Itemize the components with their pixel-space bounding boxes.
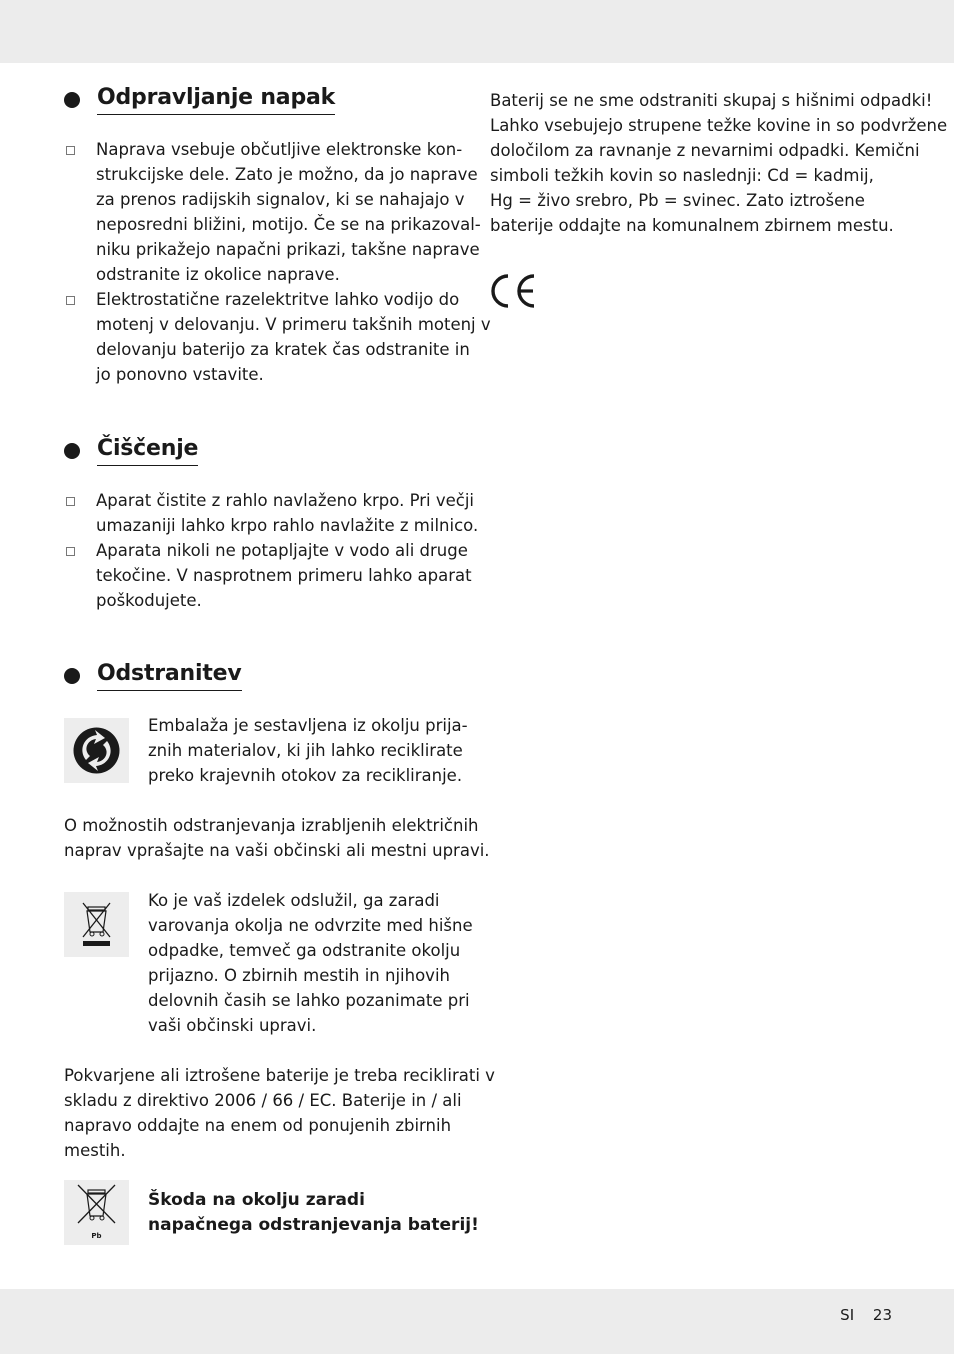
- text-line: odpadke, temveč ga odstranite okolju: [148, 941, 461, 960]
- bullet-dot-icon: [64, 443, 80, 459]
- list-item: [64, 538, 472, 613]
- heavy-metals-text: [490, 88, 948, 238]
- text-line: mestih.: [64, 1141, 126, 1160]
- text-line: Škoda na okolju zaradi: [148, 1190, 365, 1210]
- text-line: naprav vprašajte na vaši občinski ali mestni upravi.: [64, 841, 490, 860]
- text-line: skladu z direktivo 2006 / 66 / EC. Baterije in / ali: [64, 1091, 462, 1110]
- bullet-dot-icon: [64, 92, 80, 108]
- text-line: za prenos radijskih signalov, ki se nahajajo v: [96, 190, 465, 209]
- text-line: jo ponovno vstavite.: [96, 365, 264, 384]
- text-line: delovanju baterijo za kratek čas odstranite in: [96, 340, 470, 359]
- text-line: napravo oddajte na enem od ponujenih zbirnih: [64, 1116, 452, 1135]
- text-line: baterije oddajte na komunalnem zbirnem mestu.: [490, 216, 894, 235]
- text-line: odstranite iz okolice naprave.: [96, 265, 340, 284]
- checkbox-square-icon: [66, 296, 75, 305]
- heading-troubleshooting: [64, 84, 335, 115]
- text-line: vaši občinski upravi.: [148, 1016, 317, 1035]
- text-line: poškodujete.: [96, 591, 202, 610]
- ask-authority-text: [64, 813, 490, 863]
- text-line: varovanja okolja ne odvrzite med hišne: [148, 916, 473, 935]
- page-footer: [840, 1306, 892, 1324]
- text-line: O možnostih odstranjevanja izrabljenih električnih: [64, 816, 479, 835]
- text-line: Embalaža je sestavljena iz okolju prija-: [148, 716, 468, 735]
- header-band: [0, 0, 954, 63]
- text-line: napačnega odstranjevanja baterij!: [148, 1215, 479, 1235]
- heading-cleaning: [64, 435, 198, 466]
- text-line: strukcijske dele. Zato je možno, da jo naprave: [96, 165, 478, 184]
- crossed-bin-pb-icon: [64, 1180, 129, 1245]
- text-line: Baterij se ne sme odstraniti skupaj s hišnimi odpadki!: [490, 91, 933, 110]
- text-line: umazaniji lahko krpo rahlo navlažite z milnico.: [96, 516, 479, 535]
- text-line: znih materialov, ki jih lahko reciklirate: [148, 741, 463, 760]
- text-line: motenj v delovanju. V primeru takšnih motenj v: [96, 315, 491, 334]
- text-line: preko krajevnih otokov za recikliranje.: [148, 766, 463, 785]
- section-title: Čiščenje: [97, 435, 198, 466]
- text-line: niku prikažejo napačni prikazi, takšne naprave: [96, 240, 480, 259]
- checkbox-square-icon: [66, 547, 75, 556]
- text-line: Aparata nikoli ne potapljajte v vodo ali druge: [96, 541, 468, 560]
- page-number: 23: [872, 1306, 892, 1324]
- heading-disposal: [64, 660, 242, 691]
- text-line: Pokvarjene ali iztrošene baterije je treba reciklirati v: [64, 1066, 495, 1085]
- battery-warning: [148, 1188, 479, 1238]
- text-line: Hg = živo srebro, Pb = svinec. Zato iztrošene: [490, 191, 865, 210]
- footer-band: [0, 1289, 954, 1354]
- text-line: določilom za ravnanje z nevarnimi odpadki. Kemični: [490, 141, 920, 160]
- section-title: Odstranitev: [97, 660, 242, 691]
- checkbox-square-icon: [66, 497, 75, 506]
- text-line: Elektrostatične razelektritve lahko vodijo do: [96, 290, 460, 309]
- text-line: Lahko vsebujejo strupene težke kovine in so podvržene: [490, 116, 948, 135]
- checkbox-square-icon: [66, 146, 75, 155]
- packaging-text: [148, 713, 468, 788]
- green-dot-recycling-icon: [64, 718, 129, 783]
- text-line: Aparat čistite z rahlo navlaženo krpo. Pri večji: [96, 491, 475, 510]
- text-line: prijazno. O zbirnih mestih in njihovih: [148, 966, 450, 985]
- ce-mark-icon: [490, 273, 538, 309]
- text-line: neposredni bližini, motijo. Če se na prikazoval-: [96, 215, 481, 234]
- text-line: simboli težkih kovin so naslednji: Cd = kadmij,: [490, 166, 874, 185]
- language-code: SI: [840, 1306, 855, 1324]
- list-item: [64, 137, 481, 287]
- text-line: Naprava vsebuje občutljive elektronske kon-: [96, 140, 463, 159]
- text-line: delovnih časih se lahko pozanimate pri: [148, 991, 470, 1010]
- pb-label: Pb: [91, 1232, 102, 1240]
- battery-recycling-text: [64, 1063, 495, 1163]
- list-item: [64, 287, 491, 387]
- weee-text: [148, 888, 473, 1038]
- crossed-bin-icon: [64, 892, 129, 957]
- text-line: Ko je vaš izdelek odslužil, ga zaradi: [148, 891, 440, 910]
- text-line: tekočine. V nasprotnem primeru lahko aparat: [96, 566, 472, 585]
- list-item: [64, 488, 479, 538]
- section-title: Odpravljanje napak: [97, 84, 335, 115]
- bullet-dot-icon: [64, 668, 80, 684]
